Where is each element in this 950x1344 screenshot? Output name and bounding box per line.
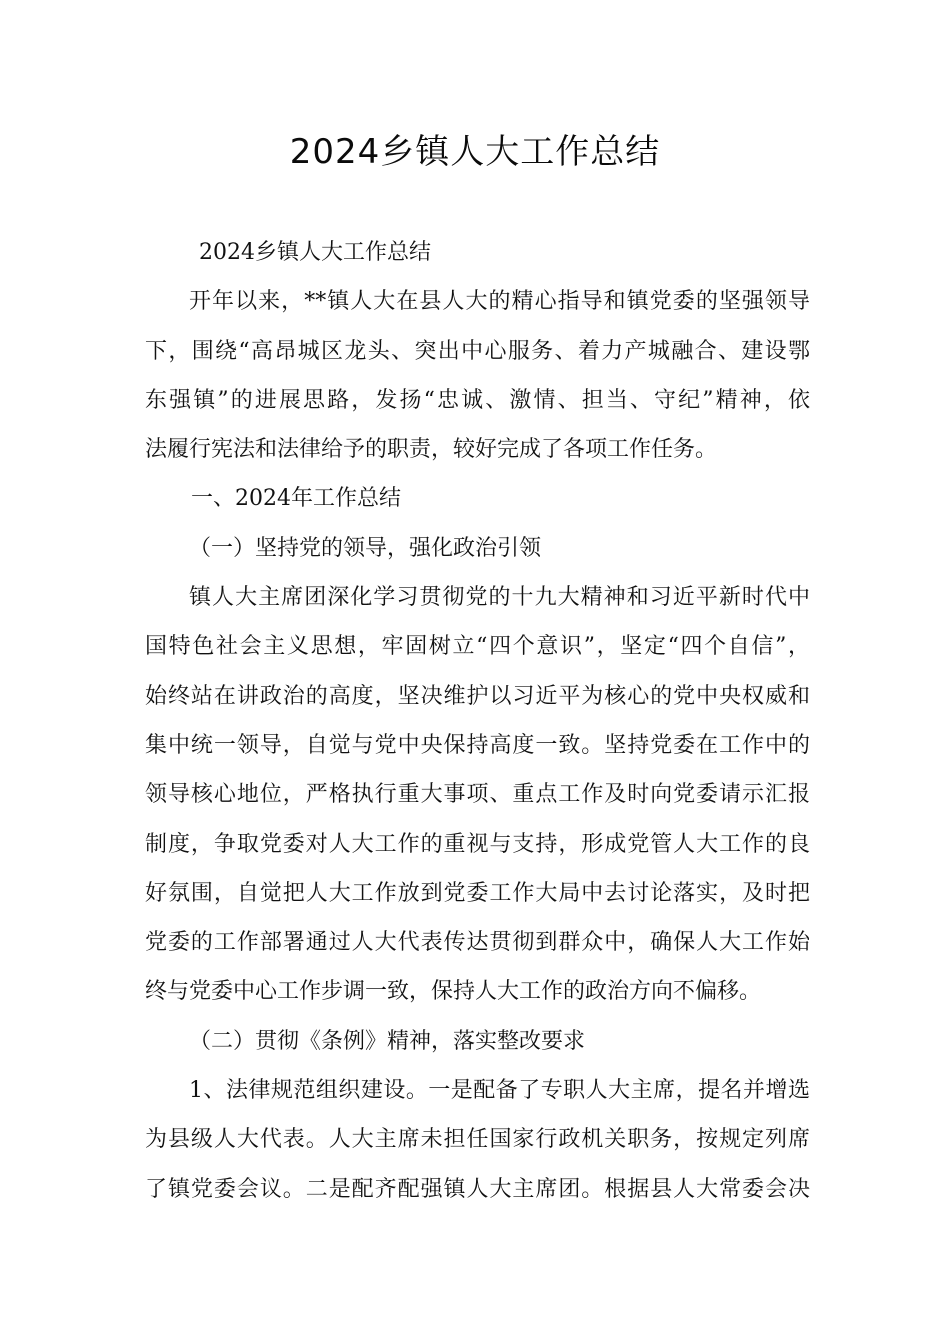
paragraph-line: 下，围绕“高昂城区龙头、突出中心服务、着力产城融合、建设鄂: [145, 338, 810, 364]
paragraph-line: 始终站在讲政治的高度，坚决维护以习近平为核心的党中央权威和: [145, 683, 810, 709]
subsection-heading: （一）坚持党的领导，强化政治引领: [189, 535, 542, 561]
paragraph-line: 了镇党委会议。二是配齐配强镇人大主席团。根据县人大常委会决: [145, 1176, 810, 1202]
paragraph-line: 为县级人大代表。人大主席未担任国家行政机关职务，按规定列席: [145, 1127, 810, 1153]
paragraph-line: 1、法律规范组织建设。一是配备了专职人大主席，提名并增选: [189, 1078, 810, 1104]
paragraph-line: 制度，争取党委对人大工作的重视与支持，形成党管人大工作的良: [145, 831, 810, 857]
document-body: [145, 228, 810, 1214]
paragraph-line: 镇人大主席团深化学习贯彻党的十九大精神和习近平新时代中: [189, 585, 810, 611]
paragraph-line: 国特色社会主义思想，牢固树立“四个意识”，坚定“四个自信”，: [145, 634, 810, 660]
paragraph-line: 党委的工作部署通过人大代表传达贯彻到群众中，确保人大工作始: [145, 930, 810, 956]
paragraph-line: 终与党委中心工作步调一致，保持人大工作的政治方向不偏移。: [145, 979, 762, 1005]
subtitle-line: 2024乡镇人大工作总结: [199, 240, 431, 265]
subsection-heading: （二）贯彻《条例》精神，落实整改要求: [189, 1028, 586, 1054]
paragraph-line: 集中统一领导，自觉与党中央保持高度一致。坚持党委在工作中的: [145, 732, 810, 758]
paragraph-line: 法履行宪法和法律给予的职责，较好完成了各项工作任务。: [145, 437, 718, 463]
document-title: 2024乡镇人大工作总结: [289, 132, 661, 172]
paragraph-line: 开年以来，**镇人大在县人大的精心指导和镇党委的坚强领导: [189, 289, 810, 315]
paragraph-line: 好氛围，自觉把人大工作放到党委工作大局中去讨论落实，及时把: [145, 880, 810, 906]
paragraph-line: 东强镇”的进展思路，发扬“忠诚、激情、担当、守纪”精神，依: [145, 387, 810, 413]
section-heading: 一、2024年工作总结: [191, 486, 401, 512]
paragraph-line: 领导核心地位，严格执行重大事项、重点工作及时向党委请示汇报: [145, 782, 810, 808]
